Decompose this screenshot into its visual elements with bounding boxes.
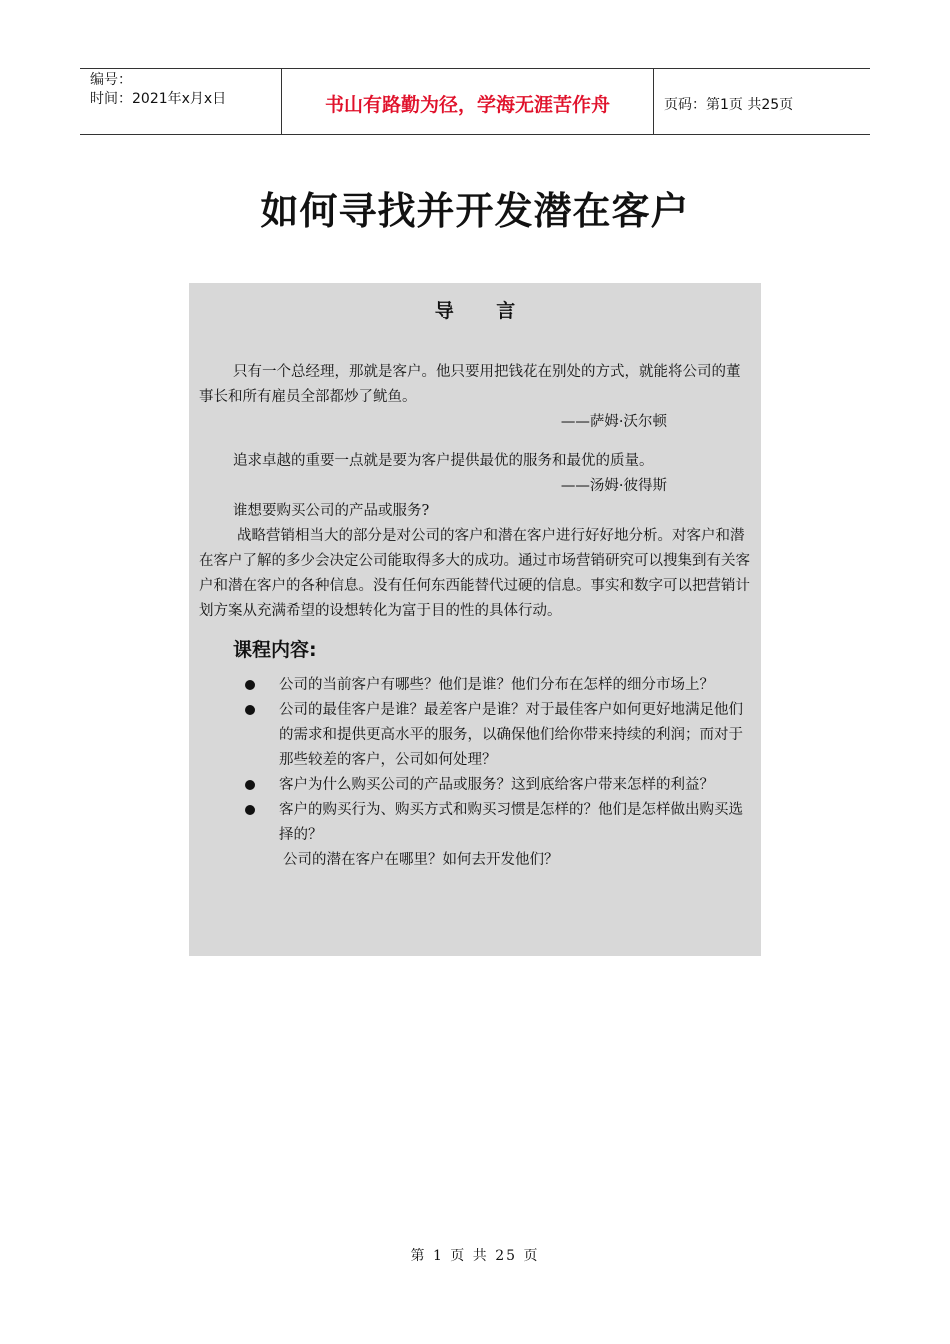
code-label: 编号： bbox=[90, 72, 132, 88]
quote-1-author: ——萨姆·沃尔顿 bbox=[560, 414, 667, 430]
list-item-text: 公司的最佳客户是谁？最差客户是谁？对于最佳客户如何更好地满足他们的需求和提供更高水平的服务，以确保他们给你带来持续的利润；而对于那些较差的客户，公司如何处理？ bbox=[279, 702, 743, 768]
list-item bbox=[199, 798, 751, 848]
bullet-icon bbox=[245, 705, 255, 715]
list-item bbox=[199, 773, 751, 798]
time-label: 时间：2021年x月x日 bbox=[90, 91, 227, 107]
last-line: 公司的潜在客户在哪里？如何去开发他们？ bbox=[283, 852, 559, 868]
course-list bbox=[199, 673, 751, 848]
header-motto: 书山有路勤为径，学海无涯苦作舟 bbox=[282, 69, 654, 134]
page-header bbox=[80, 68, 870, 135]
list-item bbox=[199, 698, 751, 773]
intro-paragraph: 战略营销相当大的部分是对公司的客户和潜在客户进行好好地分析。对客户和潜在客户了解的多少会决定公司能取得多大的成功。通过市场营销研究可以搜集到有关客户和潜在客户的各种信息。没有任何东西能替代过硬的信息。事实和数字可以把营销计划方案从充满希望的设想转化为富于目的性的具体行动。 bbox=[199, 528, 750, 619]
quote-1: 只有一个总经理，那就是客户。他只要用把钱花在别处的方式，就能将公司的董事长和所有雇员全部都炒了鱿鱼。 bbox=[199, 364, 741, 405]
quote-2: 追求卓越的重要一点就是要为客户提供最优的服务和最优的质量。 bbox=[233, 453, 654, 469]
list-item-text: 公司的当前客户有哪些？他们是谁？他们分布在怎样的细分市场上？ bbox=[279, 677, 714, 693]
quote-2-author: ——汤姆·彼得斯 bbox=[560, 478, 667, 494]
list-item bbox=[199, 673, 751, 698]
bullet-icon bbox=[245, 805, 255, 815]
bullet-icon bbox=[245, 680, 255, 690]
section-title: 课程内容: bbox=[233, 639, 317, 661]
page-footer: 第 1 页 共 25 页 bbox=[410, 1248, 540, 1264]
bullet-icon bbox=[245, 780, 255, 790]
intro-question: 谁想要购买公司的产品或服务? bbox=[233, 503, 430, 519]
document-title: 如何寻找并开发潜在客户 bbox=[260, 188, 690, 233]
intro-box bbox=[189, 283, 761, 956]
list-item-text: 客户为什么购买公司的产品或服务？这到底给客户带来怎样的利益？ bbox=[279, 777, 714, 793]
intro-heading: 导 言 bbox=[434, 300, 534, 322]
header-page-info: 页码：第1页 共25页 bbox=[664, 96, 794, 113]
list-item-text: 客户的购买行为、购买方式和购买习惯是怎样的？他们是怎样做出购买选择的？ bbox=[279, 802, 743, 843]
header-meta bbox=[80, 69, 282, 134]
